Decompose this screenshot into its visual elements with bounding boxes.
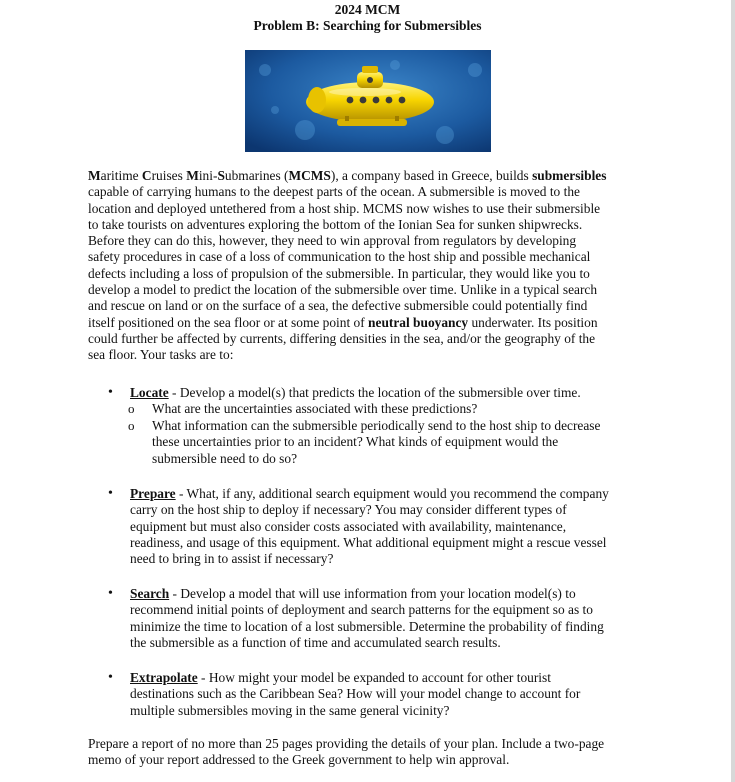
- scrollbar-track[interactable]: [731, 0, 735, 782]
- intro-line: develop a model to predict the location of the submersible over time. Unlike in a typical search: [88, 282, 598, 298]
- sub-bullet-icon: o: [128, 418, 135, 433]
- intro-line: sea floor. Your tasks are to:: [88, 347, 234, 363]
- document-subtitle: Problem B: Searching for Submersibles: [253, 18, 482, 33]
- intro-paragraph: [88, 168, 658, 364]
- intro-line: Before they can do this, however, they need to win approval from regulators by developing: [88, 233, 577, 249]
- intro-line: Maritime Cruises Mini-Submarines (MCMS), a company based in Greece, builds submersibles: [88, 168, 607, 183]
- task-keyword: Prepare: [130, 486, 176, 501]
- task-extrapolate: Extrapolate - How might your model be expanded to account for other tourist destinations such as the Caribbean Sea? How will your model change to account for multiple submersibles moving in the same general vicinity?: [130, 670, 581, 718]
- task-prepare: Prepare - What, if any, additional search equipment would you recommend the company carry on the host ship to deploy if necessary? You may consider different types of equipment but must also consider costs associated with availability, maintenance, readiness, and usage of this equipment. What additional equipment might a rescue vessel need to bring in to assist if necessary?: [130, 486, 609, 567]
- closing-paragraph: Prepare a report of no more than 25 pages providing the details of your plan. Include a two-page memo of your report addressed to the Greek government to help win approval.: [88, 736, 605, 768]
- intro-line: defects including a loss of propulsion of the submersible. In particular, they would like you to: [88, 265, 590, 281]
- intro-line: could further be affected by currents, differing densities in the sea, and/or the geography of the: [88, 330, 596, 346]
- task-keyword: Search: [130, 586, 170, 601]
- intro-line: itself positioned on the sea floor or at some point of neutral buoyancy underwater. Its position: [88, 314, 598, 330]
- task-locate-subitem: What are the uncertainties associated with these predictions?: [152, 401, 478, 416]
- task-locate: Locate - Develop a model(s) that predicts the location of the submersible over time.: [130, 385, 581, 400]
- intro-line: to take tourists on adventures exploring the bottom of the Ionian Sea for sunken shipwrecks.: [88, 216, 583, 232]
- intro-line: capable of carrying humans to the deepest parts of the ocean. A submersible is moved to the: [88, 184, 580, 200]
- task-locate-subitem: What information can the submersible periodically send to the host ship to decrease these uncertainties prior to an incident? What kinds of equipment would the submersible need to do so?: [152, 418, 601, 466]
- task-keyword: Extrapolate: [130, 670, 198, 685]
- yellow-submarine-illustration: [245, 50, 491, 152]
- task-search: Search - Develop a model that will use information from your location model(s) to recommend initial points of deployment and search patterns for the equipment so as to minimize the time to location of a lost submersible. Determine the probability of finding the submersible as a function of time and accumulated search results.: [130, 586, 604, 650]
- intro-line: location and deployed untethered from a host ship. MCMS now wishes to use their submersible: [88, 200, 601, 216]
- document-title: 2024 MCM: [334, 2, 401, 17]
- document-page: 2024 MCM Problem B: Searching for Submersibles Maritime Cruises Mini-Submarines (MCMS), a company based in Greece, builds submersibles capable of carrying humans to the deepest parts of the ocean. A submersible is moved to the location and deployed untethered from a host ship. MCMS now wishes to use their submersible to take tourists on adventures exploring the bottom of the Ionian Sea for sunken shipwrecks. Before they can do this, however, they need to win approval from regulators by developing safety procedures in case of a loss of communication to the host ship and possible mechanical defects including a loss of propulsion of the submersible. In particular, they would like you to develop a model to predict the location of the submersible over time. Unlike in a typical search and rescue on land or on the surface of a sea, the defective submersible could potentially find itself positioned on the sea floor or at some point of neutral buoyancy underwater. Its position could further be affected by currents, differing densities in the sea, and/or the geography of the sea floor. Your tasks are to: • Locate - Develop a model(s) that predicts the location of the submersible over time. o What are the uncertainties associated with these predictions? o What information can the submersible periodically send to the host ship to decrease these uncertainties prior to an incident? What kinds of equipment would the submersible need to do so? • Prepare - What, if any, additional search equipment would you recommend the company carry on the host ship to deploy if necessary? You may consider different types of equipment but must also consider costs associated with availability, maintenance, readiness, and usage of this equipment. What additional equipment might a rescue vessel need to bring in to assist if necessary? • Search - Develop a model that will use information from your location model(s) to recommend initial points of deployment and search patterns for the equipment so as to minimize the time to location of a lost submersible. Determine the probability of finding the submersible as a function of time and accumulated search results. • Extrapolate - How might your model be expanded to account for other tourist destinations such as the Caribbean Sea? How will your model change to account for multiple submersibles moving in the same general vicinity? Prepare a report of no more than 25 pages providing the details of your plan. Include a two-page memo of your report addressed to the Greek government to help win approval.: [0, 0, 735, 782]
- submarine-image: [245, 50, 491, 152]
- intro-line: and rescue on land or on the surface of a sea, the defective submersible could potentially find: [88, 298, 588, 314]
- sub-bullet-icon: o: [128, 401, 135, 416]
- task-keyword: Locate: [130, 385, 169, 400]
- intro-line: safety procedures in case of a loss of communication to the host ship and possible mechanical: [88, 249, 591, 265]
